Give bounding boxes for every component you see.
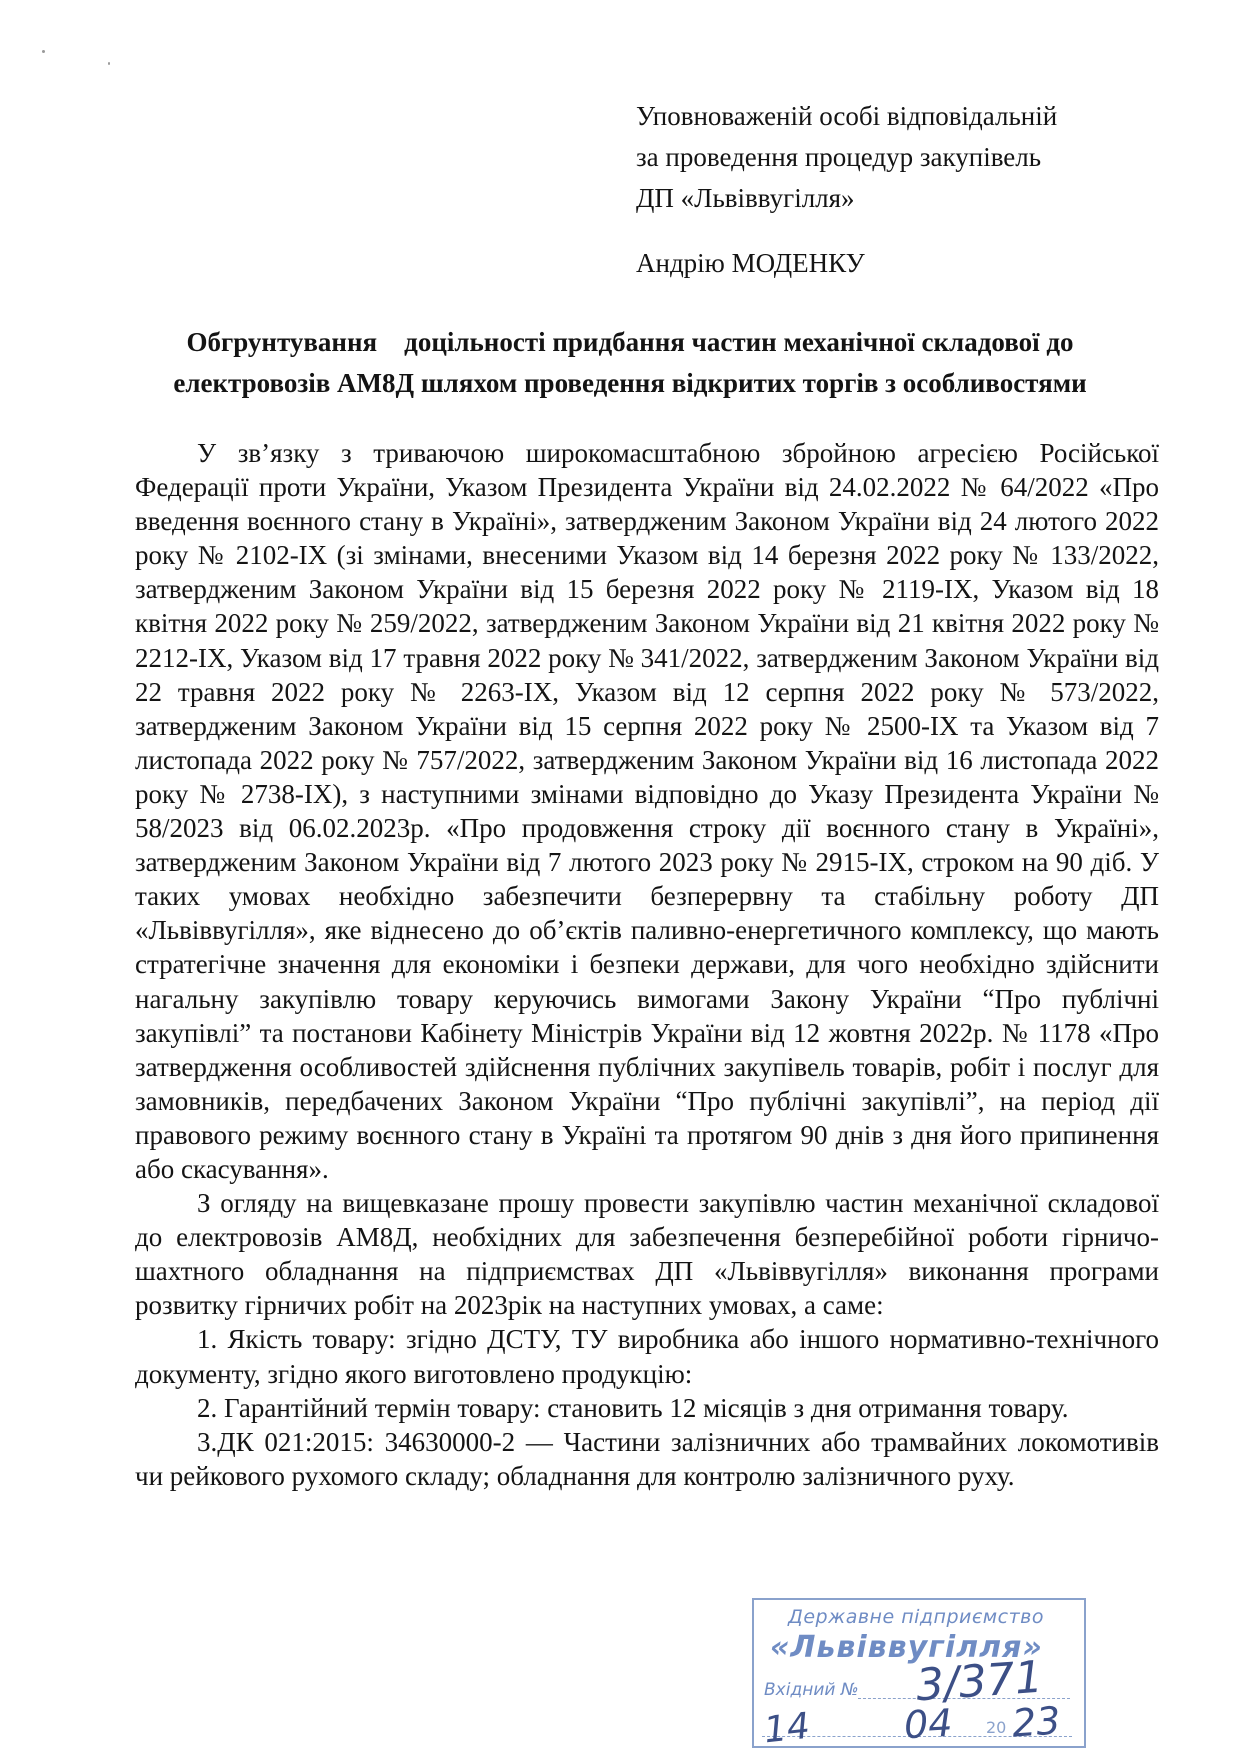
condition-item-2: 2. Гарантійний термін товару: становить 12 місяців з дня отримання товару. [197,1392,1069,1423]
addressee-gap [636,219,1196,243]
registration-stamp [752,1598,1086,1752]
document-title [110,322,1150,404]
document-body [135,436,1159,1493]
addressee-line-2: за проведення процедур закупівель [636,142,1042,172]
title-line-1: Обгрунтування доцільності придбання частин механічної складової до [186,327,1074,357]
stamp-handwritten-number: 3/371 [914,1651,1045,1712]
stamp-handwritten-year: 23 [1010,1698,1062,1746]
scan-speck [108,62,110,65]
stamp-handwritten-month: 04 [902,1700,954,1748]
addressee-block [636,96,1196,284]
stamp-year-prefix: 20 [986,1718,1007,1737]
scan-speck [42,50,45,53]
condition-item-1: 1. Якість товару: згідно ДСТУ, ТУ виробника або іншого нормативно-технічного документу, згідно якого виготовлено продукцію: [135,1324,1159,1389]
condition-item-3: 3.ДК 021:2015: 34630000-2 — Частини залізничних або трамвайних локомотивів чи рейкового рухомого складу; обладнання для контролю залізничного руху. [135,1426,1159,1491]
stamp-org-name: «Львіввугілля» [770,1630,1043,1665]
addressee-line-1: Уповноваженій особі відповідальній [636,101,1058,131]
body-paragraph-2: З огляду на вищевказане прошу провести закупівлю частин механічної складової до електровозів АМ8Д, необхідних для забезпечення безперебійної роботи гірничо-шахтного обладнання на підприємствах ДП «Львіввугілля» виконання програми розвитку гірничих робіт на 2023рік на наступних умовах, а саме: [135,1188,1159,1321]
stamp-incoming-label: Вхідний № [764,1680,859,1700]
body-paragraph-1: У зв’язку з триваючою широкомасштабною збройною агресією Російської Федерації проти України, Указом Президента України від 24.02.2022 № 64/2022 «Про введення воєнного стану в Україні», затвердженим Законом України від 24 лютого 2022 року № 2102-IX (зі змінами, внесеними Указом від 14 березня 2022 року № 133/2022, затвердженим Законом України від 15 березня 2022 року № 2119-IX, Указом від 18 квітня 2022 року № 259/2022, затвердженим Законом України від 21 квітня 2022 року № 2212-IX, Указом від 17 травня 2022 року № 341/2022, затвердженим Законом України від 22 травня 2022 року № 2263-IX, Указом від 12 серпня 2022 року № 573/2022, затвердженим Законом України від 15 серпня 2022 року № 2500-IX та Указом від 7 листопада 2022 року № 757/2022, затвердженим Законом України від 16 листопада 2022 року № 2738-IX), з наступними змінами відповідно до Указу Президента України № 58/2023 від 06.02.2023р. «Про продовження строку дії воєнного стану в Україні», затвердженим Законом України від 7 лютого 2023 року № 2915-IX, строком на 90 діб. У таких умовах необхідно забезпечити безперервну та стабільну роботу ДП «Львіввугілля», яке віднесено до об’єктів паливно-енергетичного комплексу, що мають стратегічне значення для економіки і безпеки держави, для чого необхідно здійснити нагальну закупівлю товару керуючись вимогами Закону України “Про публічні закупівлі” та постанови Кабінету Міністрів України від 12 жовтня 2022р. № 1178 «Про затвердження особливостей здійснення публічних закупівель товарів, робіт і послуг для замовників, передбачених Законом України “Про публічні закупівлі”, на період дії правового режиму воєнного стану в Україні та протягом 90 днів з дня його припинення або скасування». [135,438,1159,1184]
title-line-2: електровозів АМ8Д шляхом проведення відкритих торгів з особливостями [173,368,1087,398]
stamp-handwritten-day: 14 [761,1705,812,1752]
addressee-name: Андрію МОДЕНКУ [636,248,865,278]
addressee-line-3: ДП «Львіввугілля» [636,183,855,213]
stamp-org-line: Державне підприємство [788,1606,1044,1628]
